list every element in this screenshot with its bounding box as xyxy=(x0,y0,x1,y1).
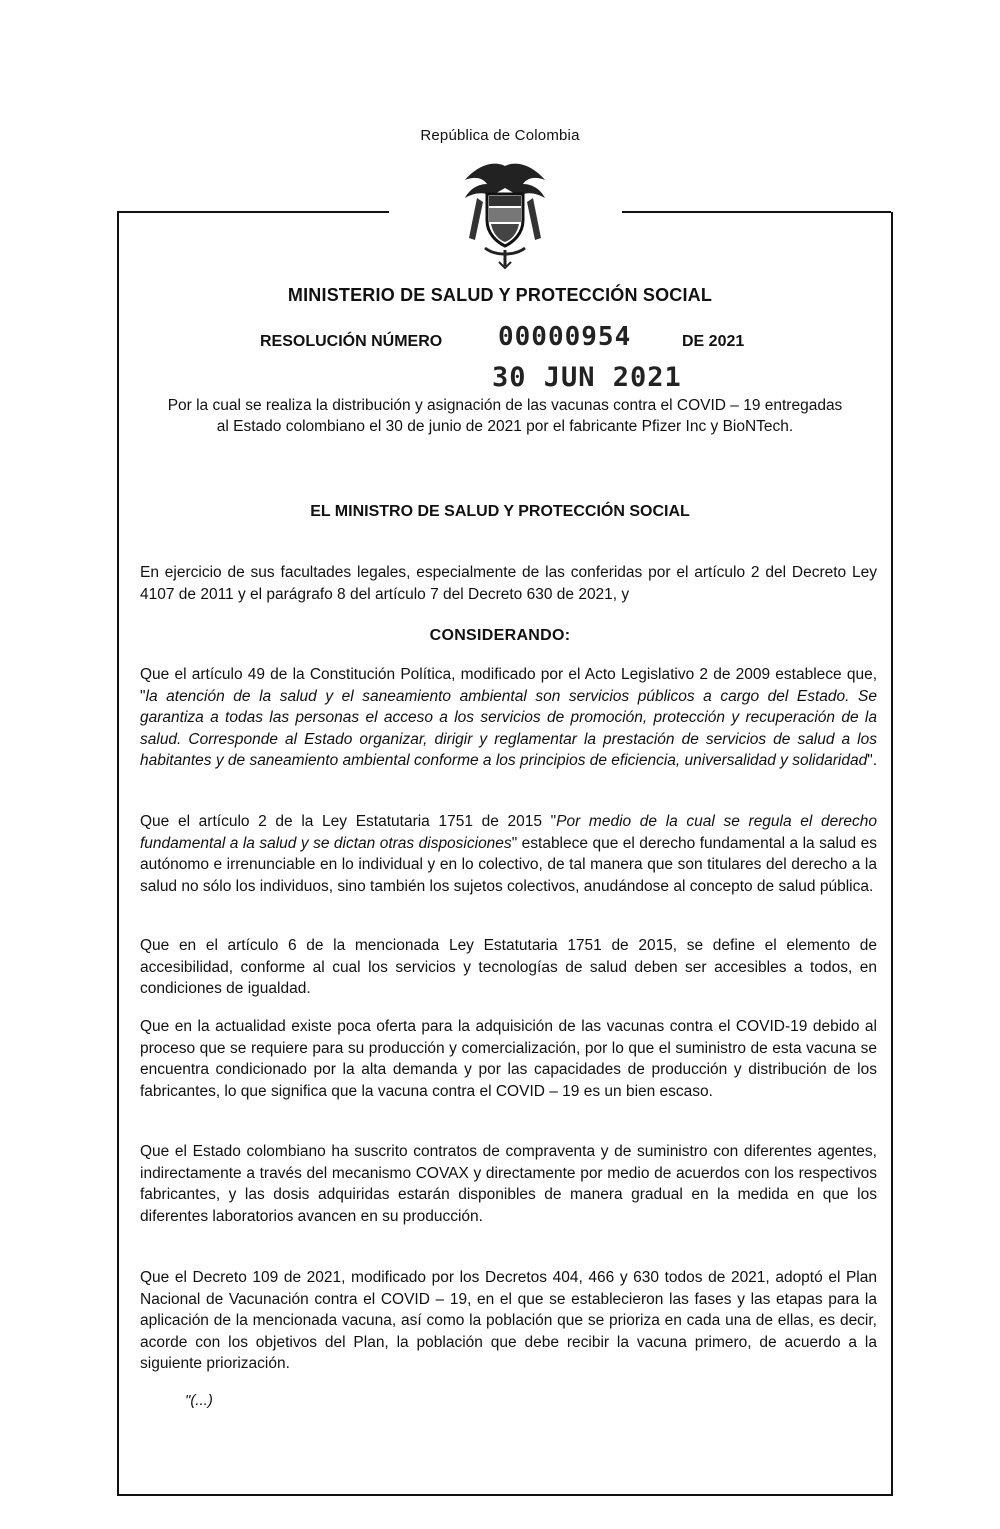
p2-quote: Por medio de la cual se regula el derecho fundamental a la salud y se dictan otras disposiciones xyxy=(140,813,878,852)
p2-rest: " establece que el derecho fundamental a la salud es autónomo e irrenunciable en lo individual y en lo colectivo, de tal manera que son titulares del derecho a la salud no sólo los individuos, sino también los sujetos colectivos, anudándose al concepto de salud pública. xyxy=(140,834,877,895)
ministry-title: MINISTERIO DE SALUD Y PROTECCIÓN SOCIAL xyxy=(287,285,713,305)
p1-quote: la atención de la salud y el saneamiento ambiental son servicios públicos a cargo del Estado. Se garantiza a todas las personas el acceso a los servicios de promoción, protección y recuperación de la salud. Corresponde al Estado organizar, dirigir y reglamentar la prestación de servicios de salud a los habitantes y de saneamiento ambiental conforme a los principios de eficiencia, universalidad y solidaridad xyxy=(140,687,877,769)
resolution-label: RESOLUCIÓN NÚMERO xyxy=(260,333,443,350)
resolution-date-stamp: 30 JUN 2021 xyxy=(492,362,682,393)
resolution-year: DE 2021 xyxy=(682,333,745,350)
considering-paragraph-4: Que en la actualidad existe poca oferta para la adquisición de las vacunas contra el COVID-19 debido al proceso que se requiere para su producción y comercialización, por lo que el suministro de esta vacuna se encuentra condicionado por la alta demanda y por las capacidades de producción y distribución de los fabricantes, lo que significa que la vacuna contra el COVID – 19 es un bien escaso. xyxy=(140,1018,877,1100)
resolution-subject: Por la cual se realiza la distribución y asignación de las vacunas contra el COVID – 19 entregadas al Estado colombiano el 30 de junio de 2021 por el fabricante Pfizer Inc y BioNTech. xyxy=(167,397,843,435)
considering-paragraph-3: Que en el artículo 6 de la mencionada Ley Estatutaria 1751 de 2015, se define el elemento de accesibilidad, conforme al cual los servicios y tecnologías de salud deben ser accesibles a todos, en condiciones de igualdad. xyxy=(140,937,877,997)
considering-paragraph-6: Que el Decreto 109 de 2021, modificado por los Decretos 404, 466 y 630 todos de 2021, adoptó el Plan Nacional de Vacunación contra el COVID – 19, en el que se establecieron las fases y las etapas para la aplicación de la mencionada vacuna, así como la población que se prioriza en cada una de ellas, es decir, acorde con los objetivos del Plan, la población que debe recibir la vacuna primero, de acuerdo a la siguiente priorización. xyxy=(140,1269,877,1372)
intro-paragraph: En ejercicio de sus facultades legales, especialmente de las conferidas por el artículo 2 del Decreto Ley 4107 de 2011 y el parágrafo 8 del artículo 7 del Decreto 630 de 2021, y xyxy=(140,564,877,603)
considering-paragraph-2 xyxy=(140,811,877,897)
resolution-number-stamp: 00000954 xyxy=(498,322,632,352)
considering-heading: CONSIDERANDO: xyxy=(429,627,571,644)
p2-text: Que el artículo 2 de la Ley Estatutaria 1751 de 2015 " xyxy=(140,813,557,830)
considering-paragraph-5: Que el Estado colombiano ha suscrito contratos de compraventa y de suministro con diferentes agentes, indirectamente a través del mecanismo COVAX y directamente por medio de acuerdos con los respectivos fabricantes, y las dosis adquiridas estarán disponibles de manera gradual en la medida en que los diferentes laboratorios avancen en su producción. xyxy=(140,1143,877,1225)
p1-text: Que el artículo 49 de la Constitución Política, modificado por el Acto Legislativo 2 de 2009 establece que, " xyxy=(140,666,877,705)
coat-of-arms-icon xyxy=(455,158,555,270)
considering-paragraph-1 xyxy=(140,664,877,772)
minister-title: EL MINISTRO DE SALUD Y PROTECCIÓN SOCIAL xyxy=(310,503,690,520)
republic-heading: República de Colombia xyxy=(420,127,580,144)
quote-ellipsis: "(...) xyxy=(185,1392,213,1409)
p1-close: ". xyxy=(867,752,878,769)
